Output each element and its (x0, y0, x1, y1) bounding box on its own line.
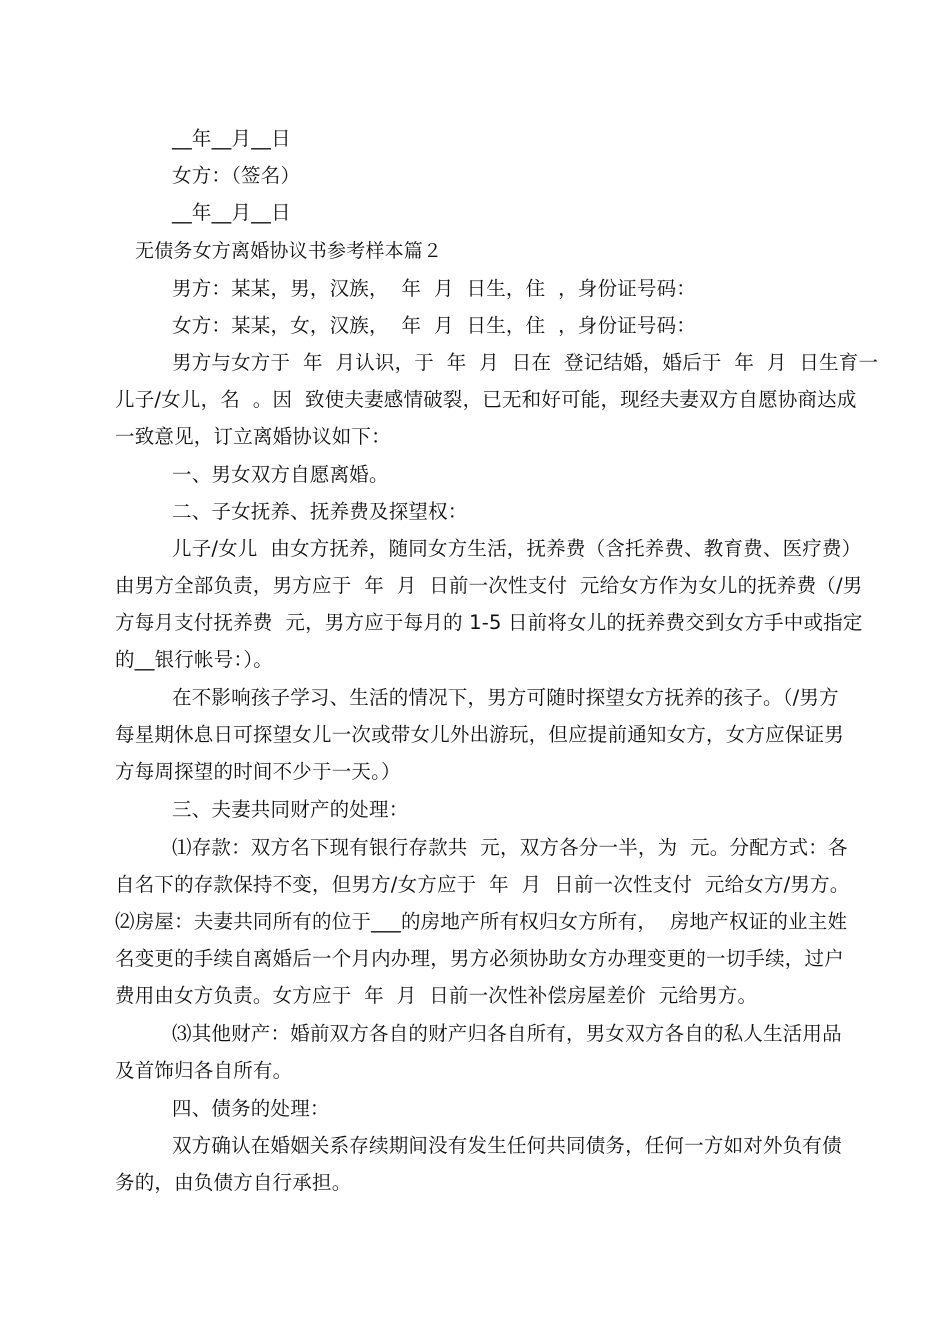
visitation-paragraph-line: 方每周探望的时间不少于一天。） (115, 760, 401, 783)
custody-paragraph-line: 由男方全部负责，男方应于 年 月 日前一次性支付 元给女方作为女儿的抚养费（/男 (115, 574, 863, 597)
other-property-paragraph-line: ⑶其他财产：婚前双方各自的财产归各自所有，男女双方各自的私人生活用品 (172, 1022, 842, 1045)
clause-heading: 四、债务的处理： (172, 1097, 330, 1120)
section-title: 无债务女方离婚协议书参考样本篇２ (135, 240, 443, 262)
wife-signature-line: 女方：（签名） (172, 164, 301, 187)
intro-paragraph-line: 儿子/女儿，名 。因 致使夫妻感情破裂，已无和好可能，现经夫妻双方自愿协商达成 (115, 388, 857, 411)
clause-heading: 三、夫妻共同财产的处理： (172, 798, 409, 821)
date-line: __年__月__日 (172, 127, 291, 150)
visitation-paragraph-line: 每星期休息日可探望女儿一次或带女儿外出游玩，但应提前通知女方，女方应保证男 (115, 723, 844, 746)
debts-paragraph-line: 双方确认在婚姻关系存续期间没有发生任何共同债务，任何一方如对外负有债 (172, 1134, 842, 1157)
intro-paragraph-line: 一致意见，订立离婚协议如下： (115, 425, 391, 448)
clause-heading: 二、子女抚养、抚养费及探望权： (172, 500, 468, 523)
custody-paragraph-line: 的__银行帐号：）。 (115, 648, 274, 671)
deposit-paragraph-line: 自名下的存款保持不变，但男方/女方应于 年 月 日前一次性支付 元给女方/男方。 (115, 873, 850, 896)
custody-paragraph-line: 方每月支付抚养费 元，男方应于每月的 1-5 日前将女儿的抚养费交到女方手中或指定 (115, 611, 863, 634)
house-paragraph-line: ⑵房屋：夫妻共同所有的位于___的房地产所有权归女方所有， 房地产权证的业主姓 (115, 910, 848, 933)
deposit-paragraph-line: ⑴存款：双方名下现有银行存款共 元，双方各分一半，为 元。分配方式：各 (172, 836, 848, 859)
visitation-paragraph-line: 在不影响孩子学习、生活的情况下，男方可随时探望女方抚养的孩子。（/男方 (172, 686, 839, 709)
clause-heading: 一、男女双方自愿离婚。 (172, 463, 389, 486)
house-paragraph-line: 名变更的手续自离婚后一个月内办理，男方必须协助女方办理变更的一切手续，过户 (115, 947, 844, 970)
husband-info: 男方：某某，男，汉族， 年 月 日生，住 ，身份证号码： (172, 277, 696, 300)
wife-info: 女方：某某，女，汉族， 年 月 日生，住 ，身份证号码： (172, 314, 696, 337)
custody-paragraph-line: 儿子/女儿 由女方抚养，随同女方生活，抚养费（含托养费、教育费、医疗费） (172, 537, 862, 560)
other-property-paragraph-line: 及首饰归各自所有。 (115, 1059, 293, 1082)
debts-paragraph-line: 务的，由负债方自行承担。 (115, 1171, 352, 1194)
house-paragraph-line: 费用由女方负责。女方应于 年 月 日前一次性补偿房屋差价 元给男方。 (115, 984, 758, 1007)
intro-paragraph-line: 男方与女方于 年 月认识，于 年 月 日在 登记结婚，婚后于 年 月 日生育一 (172, 351, 879, 374)
date-line: __年__月__日 (172, 201, 291, 224)
